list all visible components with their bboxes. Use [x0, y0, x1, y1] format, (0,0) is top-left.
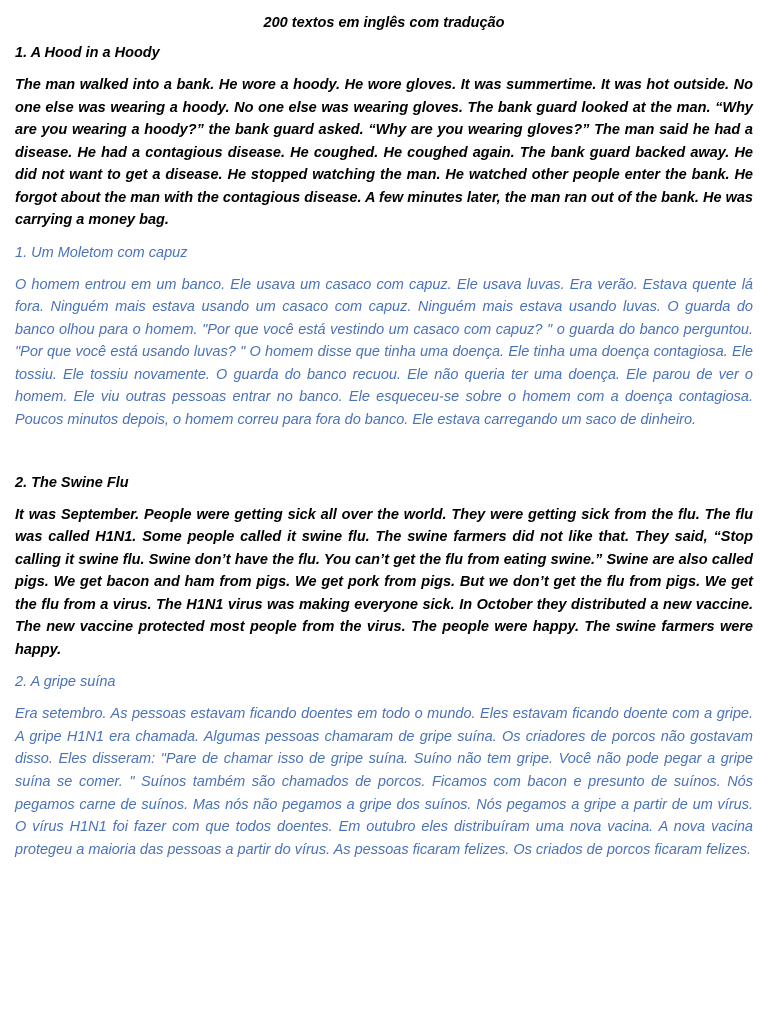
translation-paragraph: Era setembro. As pessoas estavam ficando doentes em todo o mundo. Eles estavam ficando doente com a gripe. A gripe H1N1 era chamada. Algumas pessoas chamaram de gripe suína. Os criadores de porcos não gostavam disso. Eles disseram: "Pare de chamar isso de gripe suína. Suíno não tem gripe. Você não pode pegar a gripe suína se comer. " Suínos também são chamados de porcos. Ficamos com bacon e presunto de suínos. Nós pegamos carne de suínos. Mas nós não pegamos a gripe dos suínos. Nós pegamos a gripe a partir de um vírus. O vírus H1N1 foi fazer com que todos doentes. Em outubro eles distribuíram uma nova vacina. A nova vacina protegeu a maioria das pessoas a partir do vírus. As pessoas ficaram felizes. Os criados de porcos ficaram felizes.	[15, 706, 753, 858]
story-heading: 2. The Swine Flu	[15, 474, 129, 491]
translation-heading: 2. A gripe suína	[15, 674, 116, 691]
translation-heading: 1. Um Moletom com capuz	[15, 244, 188, 261]
english-paragraph: It was September. People were getting sick all over the world. They were getting sick from the flu. The flu was called H1N1. Some people called it swine flu. The swine farmers did not like that. They said, “Stop calling it swine flu. Swine don’t have the flu. You can’t get the flu from eating swine.” Swine are also called pigs. We get bacon and ham from pigs. We get pork from pigs. But we don’t get the flu from pigs. We get the flu from a virus. The H1N1 virus was making everyone sick. In October they distributed a new vaccine. The new vaccine protected most people from the virus. The people were happy. The swine farmers were happy.	[15, 506, 753, 658]
story-2	[15, 472, 753, 862]
document-title: 200 textos em inglês com tradução	[263, 15, 505, 31]
translation-paragraph: O homem entrou em um banco. Ele usava um casaco com capuz. Ele usava luvas. Era verão. Estava quente lá fora. Ninguém mais estava usando um casaco com capuz. Ninguém mais estava usando luvas. O guarda do banco olhou para o homem. "Por que você está vestindo um casaco com capuz? " o guarda do banco perguntou. "Por que você está usando luvas? " O homem disse que tinha uma doença. Ele tinha uma doença contagiosa. Ele tossiu. Ele tossiu novamente. O guarda do banco recuou. Ele não queria ter uma doença. Ele parou de ver o homem. Ele viu outras pessoas entrar no banco. Ele esqueceu-se sobre o homem com a doença contagiosa. Poucos minutos depois, o homem correu para fora do banco. Ele estava carregando um saco de dinheiro.	[15, 276, 753, 429]
story-1	[15, 42, 753, 432]
story-heading: 1. A Hood in a Hoody	[15, 45, 160, 61]
english-paragraph: The man walked into a bank. He wore a hoody. He wore gloves. It was summertime. It was hot outside. No one else was wearing a hoody. No one else was wearing gloves. The bank guard looked at the man. “Why are you wearing a hoody?” the bank guard asked. “Why are you wearing gloves?” The man said he had a disease. He had a contagious disease. He coughed. He coughed again. The bank guard backed away. He did not want to get a disease. He stopped watching the man. He watched other people enter the bank. He forgot about the man with the contagious disease. A few minutes later, the man ran out of the bank. He was carrying a money bag.	[15, 77, 753, 228]
